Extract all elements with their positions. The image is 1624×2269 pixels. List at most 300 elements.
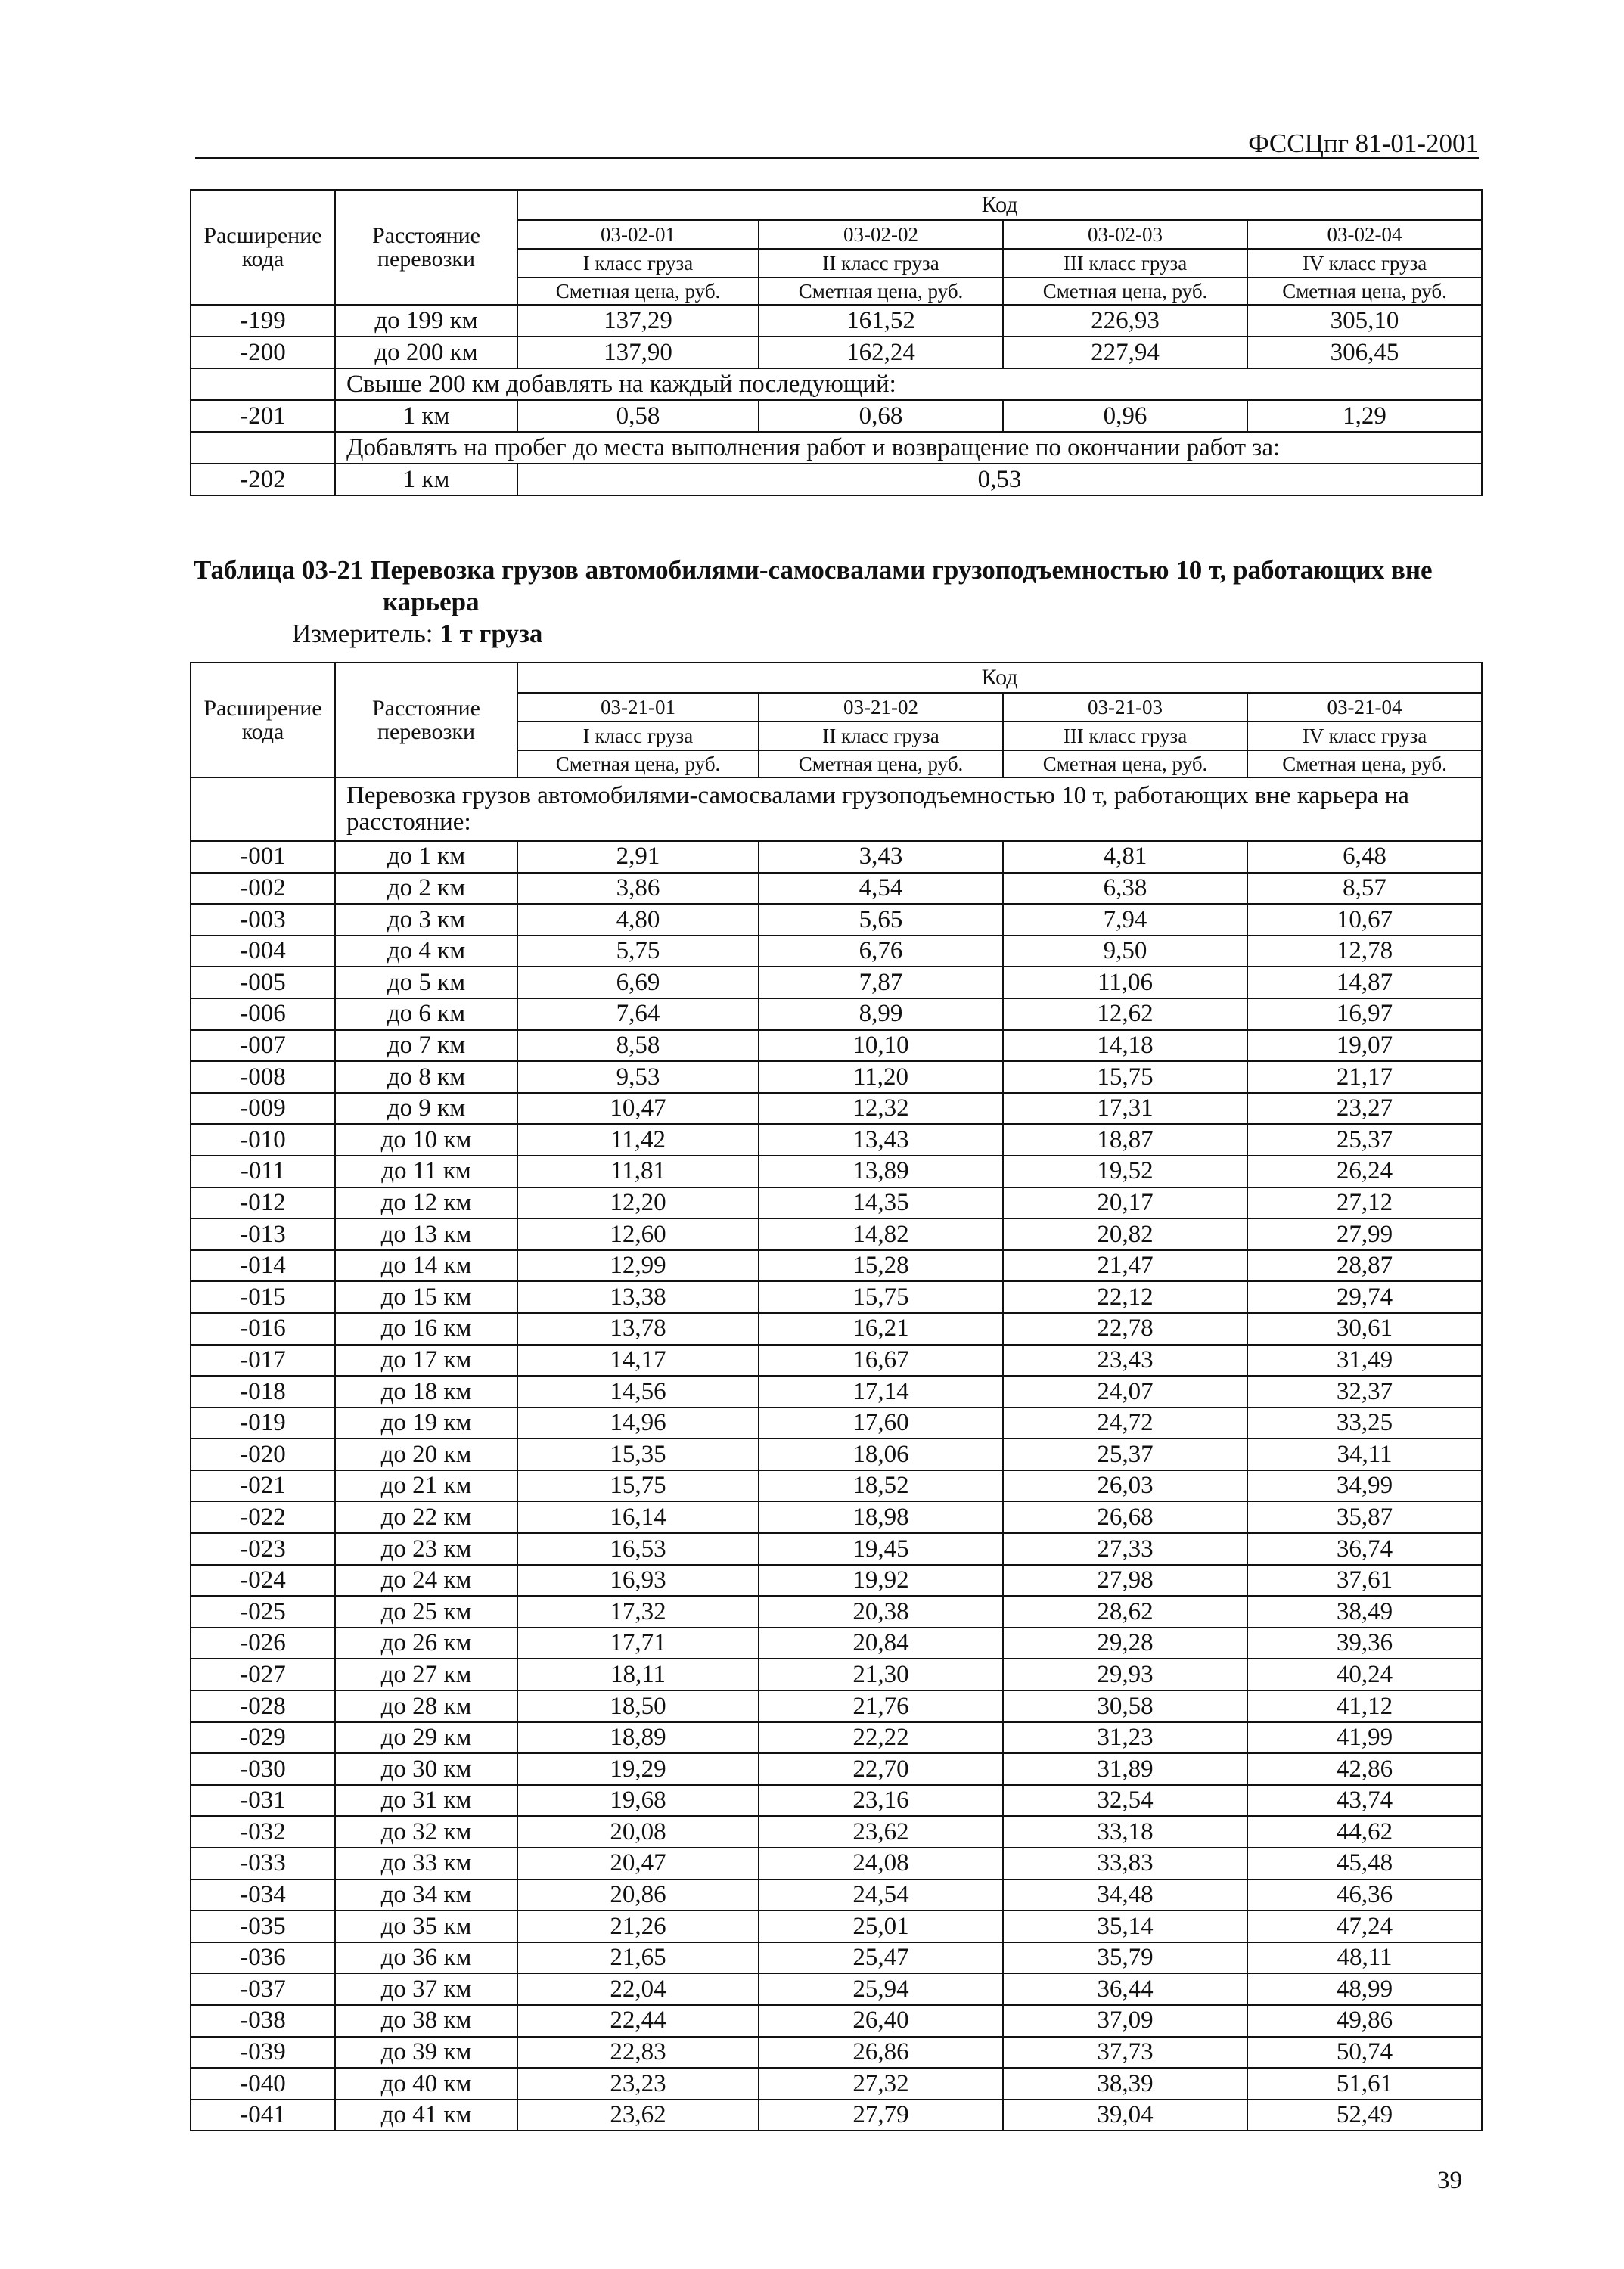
unit-of-measure [292,619,542,649]
price-cell: 42,86 [1247,1753,1482,1785]
table-row [191,1848,1482,1879]
price-cell: 7,64 [517,998,759,1030]
code-cell: 03-02-02 [759,220,1003,249]
price-cell: 4,81 [1003,841,1247,873]
price-cell: 21,30 [759,1659,1003,1690]
price-cell: 32,54 [1003,1785,1247,1817]
table-row [191,1470,1482,1502]
price-cell: 3,43 [759,841,1003,873]
price-cell: 26,40 [759,2005,1003,2037]
distance-cell: до 1 км [335,841,517,873]
extension-cell: -026 [191,1628,335,1659]
price-cell: 11,20 [759,1061,1003,1093]
price-cell: 3,86 [517,873,759,905]
table-row [191,1973,1482,2005]
price-cell: 43,74 [1247,1785,1482,1817]
extension-cell: -020 [191,1439,335,1470]
price-cell: 41,12 [1247,1690,1482,1722]
price-cell: 15,35 [517,1439,759,1470]
price-cell: 16,67 [759,1345,1003,1377]
price-cell: 20,47 [517,1848,759,1879]
extension-cell: -014 [191,1250,335,1282]
extension-cell: -039 [191,2037,335,2069]
extension-cell: -004 [191,936,335,967]
table-row [191,1439,1482,1470]
price-cell: 10,67 [1247,904,1482,936]
price-cell: 23,27 [1247,1093,1482,1125]
price-cell: 306,45 [1247,337,1482,368]
extension-cell: -013 [191,1218,335,1250]
price-unit-cell: Сметная цена, руб. [759,278,1003,305]
price-cell: 12,99 [517,1250,759,1282]
extension-cell: -029 [191,1722,335,1754]
price-cell: 24,08 [759,1848,1003,1879]
price-cell: 5,75 [517,936,759,967]
page-number: 39 [1437,2167,1462,2194]
class-cell: IV класс груза [1247,722,1482,750]
code-cell: 03-21-04 [1247,693,1482,722]
price-cell: 38,49 [1247,1596,1482,1628]
price-cell: 14,87 [1247,967,1482,998]
price-cell: 40,24 [1247,1659,1482,1690]
extension-cell: -024 [191,1565,335,1597]
price-cell: 18,98 [759,1501,1003,1533]
extension-cell: -032 [191,1816,335,1848]
price-cell: 22,44 [517,2005,759,2037]
extension-cell: -019 [191,1408,335,1439]
price-cell: 35,87 [1247,1501,1482,1533]
table-row [191,1187,1482,1219]
price-cell: 20,84 [759,1628,1003,1659]
distance-cell: до 36 км [335,1942,517,1974]
table-row [191,1376,1482,1408]
table-row [191,1093,1482,1125]
price-cell: 4,80 [517,904,759,936]
distance-cell: до 14 км [335,1250,517,1282]
price-cell: 18,11 [517,1659,759,1690]
price-cell: 161,52 [759,305,1003,337]
price-table-03-02 [190,189,1483,496]
unit-value: 1 т груза [439,619,543,648]
extension-cell: -008 [191,1061,335,1093]
distance-cell: до 29 км [335,1722,517,1754]
price-cell: 23,62 [517,2100,759,2131]
price-cell: 25,01 [759,1910,1003,1942]
price-cell: 12,62 [1003,998,1247,1030]
price-cell: 9,50 [1003,936,1247,967]
price-cell: 16,14 [517,1501,759,1533]
extension-cell: -006 [191,998,335,1030]
price-cell: 39,36 [1247,1628,1482,1659]
distance-cell: до 26 км [335,1628,517,1659]
price-cell: 226,93 [1003,305,1247,337]
distance-cell: до 32 км [335,1816,517,1848]
extension-cell: -027 [191,1659,335,1690]
table-row [191,904,1482,936]
price-cell: 18,06 [759,1439,1003,1470]
distance-cell: до 7 км [335,1030,517,1062]
table-row [191,2068,1482,2100]
distance-cell: до 35 км [335,1910,517,1942]
table-row [191,1785,1482,1817]
distance-cell: до 10 км [335,1124,517,1156]
distance-cell: до 31 км [335,1785,517,1817]
price-cell: 23,62 [759,1816,1003,1848]
extension-cell: -011 [191,1156,335,1187]
price-cell: 36,44 [1003,1973,1247,2005]
price-cell: 28,87 [1247,1250,1482,1282]
class-cell: I класс груза [517,249,759,278]
price-cell: 34,11 [1247,1439,1482,1470]
extension-cell: -015 [191,1281,335,1313]
distance-cell: до 13 км [335,1218,517,1250]
price-cell: 21,26 [517,1910,759,1942]
distance-cell: до 28 км [335,1690,517,1722]
price-cell: 16,21 [759,1313,1003,1345]
table-row [191,1501,1482,1533]
price-cell: 24,72 [1003,1408,1247,1439]
price-cell: 29,28 [1003,1628,1247,1659]
code-cell: 03-02-04 [1247,220,1482,249]
price-cell: 15,75 [759,1281,1003,1313]
table-row [191,2037,1482,2069]
code-cell: 03-21-02 [759,693,1003,722]
price-cell: 26,86 [759,2037,1003,2069]
price-cell: 6,48 [1247,841,1482,873]
extension-cell: -002 [191,873,335,905]
price-cell: 18,52 [759,1470,1003,1502]
table-caption [194,554,1487,618]
table-row [191,1942,1482,1974]
distance-cell: до 24 км [335,1565,517,1597]
price-cell: 20,38 [759,1596,1003,1628]
price-cell: 22,70 [759,1753,1003,1785]
price-cell: 9,53 [517,1061,759,1093]
price-cell: 1,29 [1247,400,1482,432]
table-row [191,305,1482,337]
extension-cell: -001 [191,841,335,873]
price-cell: 12,60 [517,1218,759,1250]
price-cell: 52,49 [1247,2100,1482,2131]
code-cell: 03-02-01 [517,220,759,249]
table-row [191,1061,1482,1093]
extension-cell: -037 [191,1973,335,2005]
price-cell: 37,61 [1247,1565,1482,1597]
table-row [191,2100,1482,2131]
price-cell: 33,83 [1003,1848,1247,1879]
price-cell: 20,82 [1003,1218,1247,1250]
price-cell: 19,29 [517,1753,759,1785]
table-row [191,2005,1482,2037]
distance-cell: до 19 км [335,1408,517,1439]
price-cell: 48,99 [1247,1973,1482,2005]
price-unit-cell: Сметная цена, руб. [759,750,1003,778]
price-cell: 17,60 [759,1408,1003,1439]
table-row [191,1722,1482,1754]
table-row [191,464,1482,495]
price-cell: 18,87 [1003,1124,1247,1156]
extension-cell: -025 [191,1596,335,1628]
distance-cell: до 15 км [335,1281,517,1313]
price-cell: 46,36 [1247,1879,1482,1911]
empty-cell [191,778,335,841]
price-cell: 305,10 [1247,305,1482,337]
distance-cell: до 39 км [335,2037,517,2069]
extension-cell: -201 [191,400,335,432]
price-cell: 137,90 [517,337,759,368]
price-cell: 45,48 [1247,1848,1482,1879]
extension-cell: -012 [191,1187,335,1219]
extension-cell: -009 [191,1093,335,1125]
price-cell: 22,22 [759,1722,1003,1754]
price-cell: 6,76 [759,936,1003,967]
price-cell: 137,29 [517,305,759,337]
price-cell: 15,75 [1003,1061,1247,1093]
price-cell: 30,61 [1247,1313,1482,1345]
extension-cell: -200 [191,337,335,368]
price-cell: 32,37 [1247,1376,1482,1408]
price-cell: 4,54 [759,873,1003,905]
price-cell: 36,74 [1247,1533,1482,1565]
col-header-code: Код [517,663,1482,693]
price-cell: 16,53 [517,1533,759,1565]
class-cell: II класс груза [759,249,1003,278]
price-cell: 7,87 [759,967,1003,998]
price-cell: 16,93 [517,1565,759,1597]
table-row [191,1816,1482,1848]
table-row [191,1124,1482,1156]
distance-cell: до 20 км [335,1439,517,1470]
price-cell: 22,12 [1003,1281,1247,1313]
distance-cell: до 8 км [335,1061,517,1093]
table-row [191,1030,1482,1062]
distance-cell: до 3 км [335,904,517,936]
table-row [191,873,1482,905]
price-cell: 35,79 [1003,1942,1247,1974]
table-row [191,1250,1482,1282]
table-row [191,1408,1482,1439]
price-cell: 8,58 [517,1030,759,1062]
price-cell: 10,10 [759,1030,1003,1062]
price-cell: 13,38 [517,1281,759,1313]
price-cell: 8,99 [759,998,1003,1030]
price-cell: 0,68 [759,400,1003,432]
col-header-extension: Расширение кода [191,190,335,305]
extension-cell: -028 [191,1690,335,1722]
header-rule [195,157,1479,159]
distance-cell: до 12 км [335,1187,517,1219]
note-over-200km: Свыше 200 км добавлять на каждый последующий: [335,368,1482,400]
col-header-code: Код [517,190,1482,220]
price-cell: 20,86 [517,1879,759,1911]
table-row [191,967,1482,998]
price-cell: 5,65 [759,904,1003,936]
price-cell: 26,03 [1003,1470,1247,1502]
extension-cell: -021 [191,1470,335,1502]
document-code: ФССЦпг 81-01-2001 [1248,129,1479,158]
price-cell: 14,17 [517,1345,759,1377]
distance-cell: до 4 км [335,936,517,967]
class-cell: II класс груза [759,722,1003,750]
price-cell: 51,61 [1247,2068,1482,2100]
price-cell: 14,82 [759,1218,1003,1250]
distance-cell: до 21 км [335,1470,517,1502]
price-cell: 48,11 [1247,1942,1482,1974]
distance-cell: 1 км [335,464,517,495]
price-cell: 25,37 [1247,1124,1482,1156]
distance-cell: до 22 км [335,1501,517,1533]
price-cell: 21,47 [1003,1250,1247,1282]
price-cell: 14,18 [1003,1030,1247,1062]
table-row [191,1879,1482,1911]
table-row [191,1345,1482,1377]
price-cell: 27,33 [1003,1533,1247,1565]
price-unit-cell: Сметная цена, руб. [1247,278,1482,305]
extension-cell: -199 [191,305,335,337]
col-header-distance: Расстояние перевозки [335,663,517,778]
extension-cell: -031 [191,1785,335,1817]
distance-cell: до 38 км [335,2005,517,2037]
code-cell: 03-02-03 [1003,220,1247,249]
price-cell: 24,54 [759,1879,1003,1911]
price-cell: 27,12 [1247,1187,1482,1219]
price-cell: 11,06 [1003,967,1247,998]
price-cell: 22,78 [1003,1313,1247,1345]
extension-cell: -033 [191,1848,335,1879]
class-cell: III класс груза [1003,249,1247,278]
code-cell: 03-21-03 [1003,693,1247,722]
table-row [191,1218,1482,1250]
distance-cell: до 34 км [335,1879,517,1911]
table-row [191,400,1482,432]
price-cell: 24,07 [1003,1376,1247,1408]
price-cell: 13,78 [517,1313,759,1345]
price-cell: 13,89 [759,1156,1003,1187]
price-cell: 19,92 [759,1565,1003,1597]
price-cell: 47,24 [1247,1910,1482,1942]
table-row [191,1313,1482,1345]
price-cell: 19,52 [1003,1156,1247,1187]
price-unit-cell: Сметная цена, руб. [1247,750,1482,778]
empty-cell [191,432,335,464]
table-row [191,998,1482,1030]
extension-cell: -035 [191,1910,335,1942]
col-header-distance: Расстояние перевозки [335,190,517,305]
price-table-03-21 [190,662,1483,2131]
price-unit-cell: Сметная цена, руб. [1003,278,1247,305]
extension-cell: -030 [191,1753,335,1785]
price-cell: 25,37 [1003,1439,1247,1470]
table-row [191,1281,1482,1313]
price-unit-cell: Сметная цена, руб. [517,750,759,778]
price-cell: 6,69 [517,967,759,998]
extension-cell: -003 [191,904,335,936]
price-cell: 17,14 [759,1376,1003,1408]
price-cell: 31,23 [1003,1722,1247,1754]
price-cell: 20,08 [517,1816,759,1848]
code-cell: 03-21-01 [517,693,759,722]
price-cell: 162,24 [759,337,1003,368]
distance-cell: до 23 км [335,1533,517,1565]
price-cell: 2,91 [517,841,759,873]
note-return-run: Добавлять на пробег до места выполнения работ и возвращение по окончании работ за: [335,432,1482,464]
extension-cell: -041 [191,2100,335,2131]
class-cell: III класс груза [1003,722,1247,750]
distance-cell: до 199 км [335,305,517,337]
distance-cell: 1 км [335,400,517,432]
price-cell: 29,74 [1247,1281,1482,1313]
price-cell: 6,38 [1003,873,1247,905]
distance-cell: до 200 км [335,337,517,368]
distance-cell: до 18 км [335,1376,517,1408]
price-cell: 50,74 [1247,2037,1482,2069]
table-row [191,337,1482,368]
price-cell: 27,32 [759,2068,1003,2100]
price-cell: 29,93 [1003,1659,1247,1690]
price-cell: 28,62 [1003,1596,1247,1628]
price-cell: 35,14 [1003,1910,1247,1942]
extension-cell: -017 [191,1345,335,1377]
price-cell: 13,43 [759,1124,1003,1156]
caption-line-2: карьера [383,587,480,616]
price-cell: 21,17 [1247,1061,1482,1093]
extension-cell: -023 [191,1533,335,1565]
price-cell: 37,09 [1003,2005,1247,2037]
price-cell: 22,83 [517,2037,759,2069]
distance-cell: до 6 км [335,998,517,1030]
price-cell: 20,17 [1003,1187,1247,1219]
extension-cell: -040 [191,2068,335,2100]
col-header-extension: Расширение кода [191,663,335,778]
extension-cell: -038 [191,2005,335,2037]
distance-cell: до 11 км [335,1156,517,1187]
price-cell: 30,58 [1003,1690,1247,1722]
table-row [191,1910,1482,1942]
price-cell: 25,94 [759,1973,1003,2005]
distance-cell: до 27 км [335,1659,517,1690]
price-cell: 15,75 [517,1470,759,1502]
extension-cell: -018 [191,1376,335,1408]
price-cell: 21,76 [759,1690,1003,1722]
price-cell: 11,42 [517,1124,759,1156]
price-cell: 37,73 [1003,2037,1247,2069]
price-cell: 26,68 [1003,1501,1247,1533]
distance-cell: до 17 км [335,1345,517,1377]
distance-cell: до 33 км [335,1848,517,1879]
class-cell: IV класс груза [1247,249,1482,278]
distance-cell: до 30 км [335,1753,517,1785]
price-cell: 7,94 [1003,904,1247,936]
price-cell: 27,98 [1003,1565,1247,1597]
price-cell: 0,58 [517,400,759,432]
table-row [191,1690,1482,1722]
price-cell: 34,48 [1003,1879,1247,1911]
extension-cell: -016 [191,1313,335,1345]
price-cell: 26,24 [1247,1156,1482,1187]
price-cell: 49,86 [1247,2005,1482,2037]
distance-cell: до 40 км [335,2068,517,2100]
price-cell: 18,50 [517,1690,759,1722]
price-cell: 12,32 [759,1093,1003,1125]
price-cell: 10,47 [517,1093,759,1125]
price-cell: 38,39 [1003,2068,1247,2100]
extension-cell: -034 [191,1879,335,1911]
price-cell: 22,04 [517,1973,759,2005]
distance-cell: до 2 км [335,873,517,905]
price-cell: 39,04 [1003,2100,1247,2131]
table-row [191,1156,1482,1187]
table-row [191,1565,1482,1597]
